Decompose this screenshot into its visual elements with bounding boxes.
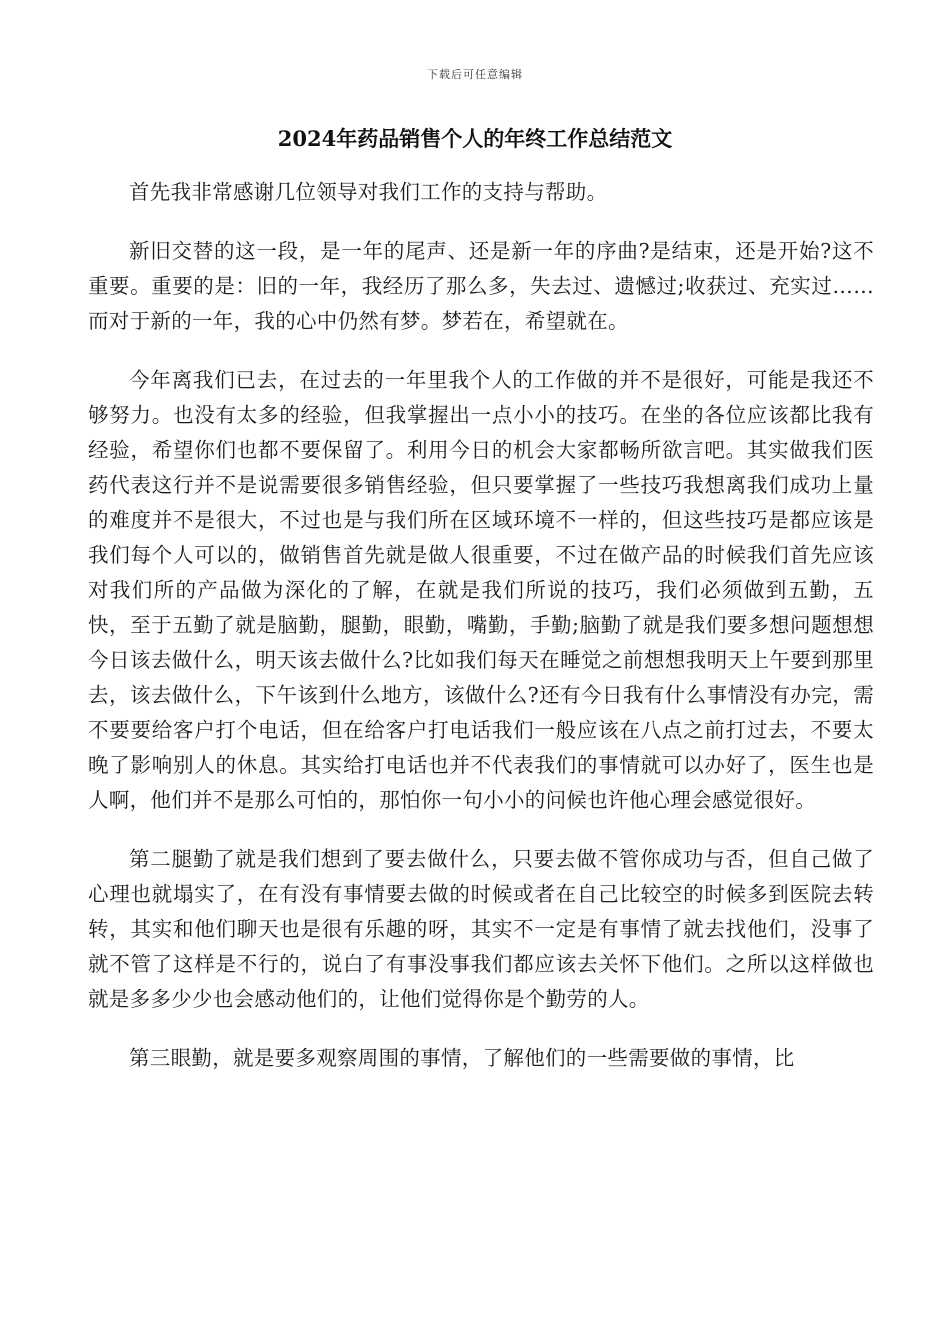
header-note: 下载后可任意编辑: [427, 68, 523, 81]
paragraph: 第二腿勤了就是我们想到了要去做什么，只要去做不管你成功与否，但自己做了心理也就塌实了，在有没有事情要去做的时候或者在自己比较空的时候多到医院去转转，其实和他们聊天也是很有乐趣的呀，其实不一定是有事情了就去找他们，没事了就不管了这样是不行的，说白了有事没事我们都应该去关怀下他们。之所以这样做也就是多多少少也会感动他们的，让他们觉得你是个勤劳的人。: [88, 847, 874, 1011]
paragraph: 新旧交替的这一段，是一年的尾声、还是新一年的序曲?是结束，还是开始?这不重要。重要的是：旧的一年，我经历了那么多，失去过、遗憾过;收获过、充实过……而对于新的一年，我的心中仍然有梦。梦若在，希望就在。: [88, 239, 874, 333]
paragraph: 第三眼勤，就是要多观察周围的事情，了解他们的一些需要做的事情，比: [129, 1046, 795, 1070]
paragraph: 今年离我们已去，在过去的一年里我个人的工作做的并不是很好，可能是我还不够努力。也没有太多的经验，但我掌握出一点小小的技巧。在坐的各位应该都比我有经验，希望你们也都不要保留了。利用今日的机会大家都畅所欲言吧。其实做我们医药代表这行并不是说需要很多销售经验，但只要掌握了一些技巧我想离我们成功上量的难度并不是很大，不过也是与我们所在区域环境不一样的，但这些技巧是都应该是我们每个人可以的，做销售首先就是做人很重要，不过在做产品的时候我们首先应该对我们所的产品做为深化的了解，在就是我们所说的技巧，我们必须做到五勤，五快，至于五勤了就是脑勤，腿勤，眼勤，嘴勤，手勤;脑勤了就是我们要多想问题想想今日该去做什么，明天该去做什么?比如我们每天在睡觉之前想想我明天上午要到那里去，该去做什么，下午该到什么地方，该做什么?还有今日我有什么事情没有办完，需不要要给客户打个电话，但在给客户打电话我们一般应该在八点之前打过去，不要太晚了影响别人的休息。其实给打电话也并不代表我们的事情就可以办好了，医生也是人啊，他们并不是那么可怕的，那怕你一句小小的问候也许他心理会感觉很好。: [88, 368, 874, 812]
paragraph: 首先我非常感谢几位领导对我们工作的支持与帮助。: [129, 180, 608, 204]
document-title: 2024年药品销售个人的年终工作总结范文: [277, 126, 673, 151]
document-body: [88, 175, 874, 1100]
